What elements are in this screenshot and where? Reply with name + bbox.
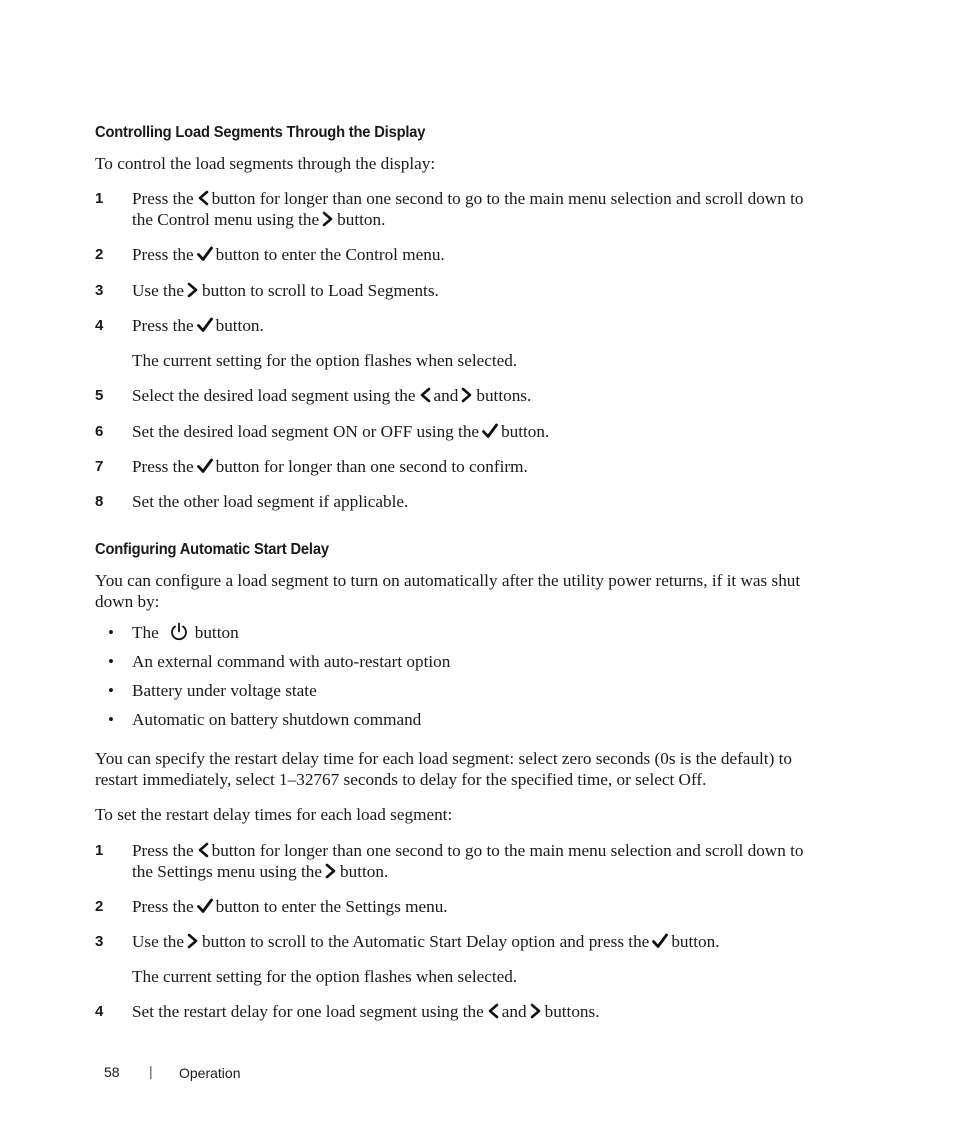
step-text-part: the Control menu using the	[132, 210, 320, 229]
step-number: 7	[95, 458, 104, 475]
section-intro: To set the restart delay times for each load segment:	[95, 805, 453, 824]
step-text-part: button to enter the Settings menu.	[215, 897, 448, 916]
step-text-continued	[132, 861, 388, 882]
step-text	[132, 456, 528, 477]
step-number: 1	[95, 190, 104, 207]
step-text-part: buttons.	[476, 386, 532, 405]
bullet-icon: •	[108, 710, 114, 729]
chevron-right-icon	[187, 933, 199, 949]
step-text-part: button for longer than one second to go to the main menu selection and scroll down to	[211, 841, 804, 860]
step-text-part: and	[433, 386, 459, 405]
step-number: 3	[95, 282, 104, 299]
step-text-part: button to enter the Control menu.	[215, 245, 445, 264]
bullet-item: Battery under voltage state	[132, 681, 317, 700]
page-number: 58	[104, 1064, 120, 1080]
step-text	[132, 931, 720, 952]
step-text-part: button.	[501, 422, 550, 441]
chevron-left-icon	[197, 842, 209, 858]
chevron-right-icon	[325, 863, 337, 879]
step-text-part: buttons.	[544, 1002, 600, 1021]
step-text	[132, 280, 439, 301]
step-text-part: Press the	[132, 897, 194, 916]
paragraph-line: You can specify the restart delay time for each load segment: select zero seconds (0s is the default) to	[95, 749, 792, 768]
step-text: Set the other load segment if applicable.	[132, 492, 409, 511]
bullet-item: An external command with auto-restart option	[132, 652, 451, 671]
step-number: 2	[95, 246, 104, 263]
step-number: 5	[95, 387, 104, 404]
step-text	[132, 244, 445, 265]
checkmark-icon	[197, 458, 213, 474]
checkmark-icon	[197, 898, 213, 914]
step-text-part: button for longer than one second to confirm.	[215, 457, 528, 476]
step-note: The current setting for the option flashes when selected.	[132, 351, 518, 370]
bullet-icon: •	[108, 681, 114, 700]
footer-section-name: Operation	[179, 1065, 241, 1081]
step-number: 8	[95, 493, 104, 510]
step-text-part: button to scroll to Load Segments.	[202, 281, 439, 300]
chevron-left-icon	[197, 190, 209, 206]
checkmark-icon	[197, 246, 213, 262]
step-text-part: the Settings menu using the	[132, 862, 323, 881]
checkmark-icon	[197, 317, 213, 333]
paragraph-line: restart immediately, select 1–32767 seconds to delay for the specified time, or select Off.	[95, 770, 707, 789]
section-intro: To control the load segments through the display:	[95, 154, 436, 173]
chevron-right-icon	[322, 211, 334, 227]
step-number: 6	[95, 423, 104, 440]
chevron-left-icon	[419, 387, 431, 403]
chevron-right-icon	[187, 282, 199, 298]
step-number: 3	[95, 933, 104, 950]
footer-separator: |	[149, 1063, 153, 1079]
step-number: 4	[95, 1003, 104, 1020]
step-text-part: Use the	[132, 281, 185, 300]
step-text-part: Press the	[132, 841, 194, 860]
power-icon	[169, 622, 189, 642]
chevron-right-icon	[530, 1003, 542, 1019]
step-text-part: Press the	[132, 316, 194, 335]
bullet-text-part: button	[194, 623, 239, 642]
section-heading-configuring-start-delay: Configuring Automatic Start Delay	[95, 541, 329, 558]
step-text-part: button.	[671, 932, 720, 951]
step-text-part: Set the restart delay for one load segment using the	[132, 1002, 484, 1021]
step-text	[132, 896, 448, 917]
step-text-part: Use the	[132, 932, 185, 951]
step-text	[132, 1001, 600, 1022]
step-text	[132, 421, 549, 442]
step-number: 2	[95, 898, 104, 915]
bullet-text-part: The	[132, 623, 159, 642]
section-intro-line: You can configure a load segment to turn on automatically after the utility power returns, if it was shut	[95, 571, 801, 590]
step-text-part: Press the	[132, 457, 194, 476]
bullet-icon: •	[108, 623, 114, 642]
bullet-icon: •	[108, 652, 114, 671]
step-text-continued	[132, 209, 385, 230]
section-intro-line: down by:	[95, 592, 160, 611]
step-note: The current setting for the option flashes when selected.	[132, 967, 518, 986]
step-text	[132, 315, 264, 336]
step-text	[132, 385, 531, 406]
step-text-part: button.	[337, 210, 386, 229]
bullet-item	[132, 622, 239, 643]
step-text-part: button.	[215, 316, 264, 335]
step-text	[132, 188, 803, 209]
step-text-part: button for longer than one second to go to the main menu selection and scroll down to	[211, 189, 804, 208]
checkmark-icon	[482, 423, 498, 439]
step-text	[132, 840, 803, 861]
bullet-item: Automatic on battery shutdown command	[132, 710, 422, 729]
step-text-part: and	[501, 1002, 527, 1021]
step-number: 4	[95, 317, 104, 334]
step-number: 1	[95, 842, 104, 859]
section-heading-controlling-load-segments: Controlling Load Segments Through the Display	[95, 124, 426, 141]
step-text-part: button.	[340, 862, 389, 881]
step-text-part: Press the	[132, 189, 194, 208]
step-text-part: button to scroll to the Automatic Start Delay option and press the	[202, 932, 650, 951]
chevron-left-icon	[487, 1003, 499, 1019]
checkmark-icon	[652, 933, 668, 949]
chevron-right-icon	[461, 387, 473, 403]
step-text-part: Set the desired load segment ON or OFF using the	[132, 422, 480, 441]
step-text-part: Select the desired load segment using the	[132, 386, 416, 405]
step-text-part: Press the	[132, 245, 194, 264]
